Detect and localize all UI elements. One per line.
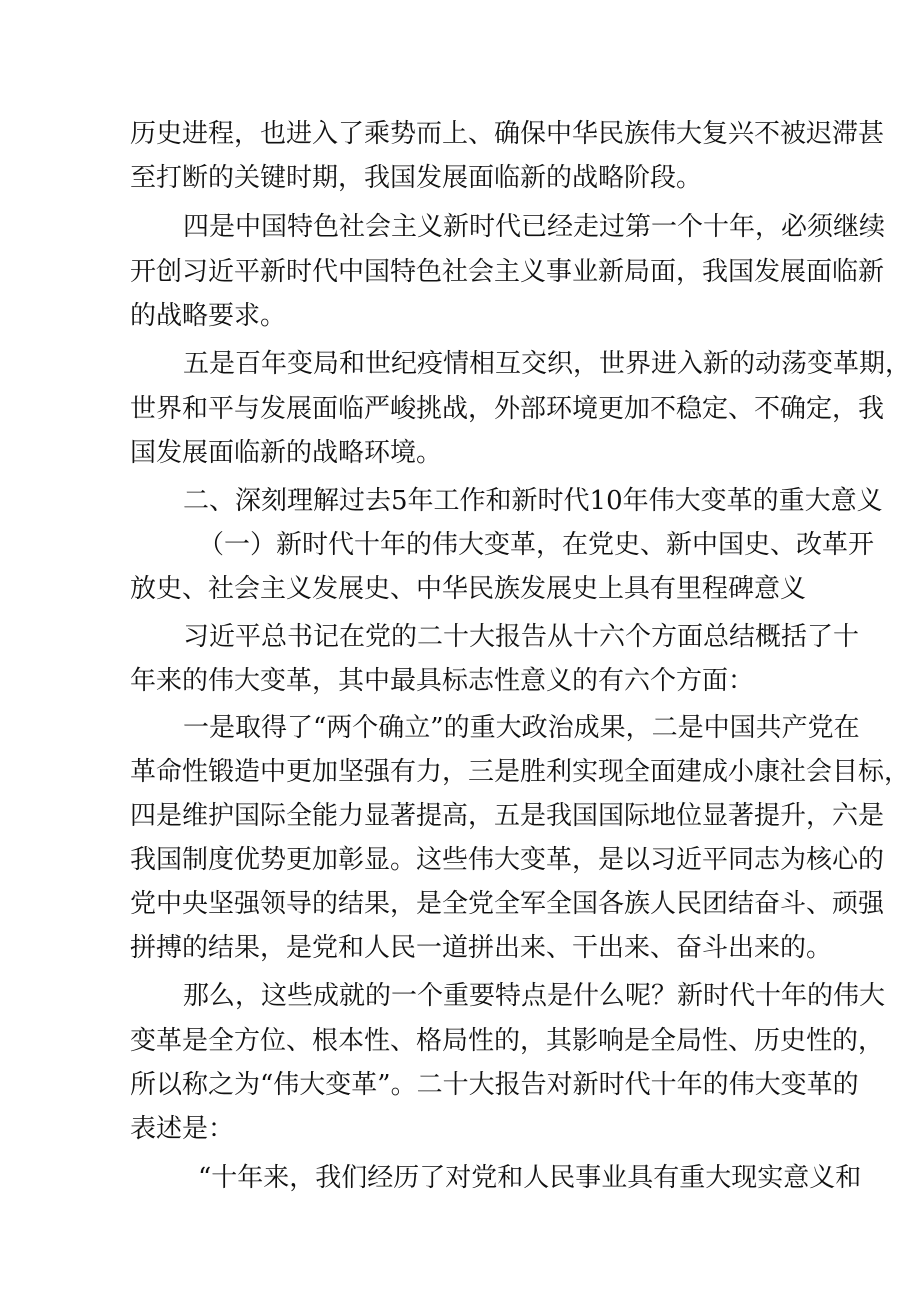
text-line: 国发展面临新的战略环境。 xyxy=(130,438,443,468)
paragraph-line: 一是取得了“两个确立”的重大政治成果，二是中国共产党在 xyxy=(183,713,860,743)
text-line: 拼搏的结果，是党和人民一道拼出来、干出来、奋斗出来的。 xyxy=(130,933,833,963)
text-line: 党中央坚强领导的结果，是全党全军全国各族人民团结奋斗、顽强 xyxy=(130,889,885,919)
text-line: 年来的伟大变革，其中最具标志性意义的有六个方面： xyxy=(130,666,755,696)
subsection-heading: （一）新时代十年的伟大变革，在党史、新中国史、改革开 xyxy=(198,530,875,560)
paragraph-line: 习近平总书记在党的二十大报告从十六个方面总结概括了十 xyxy=(183,622,860,652)
paragraph-five-line: 五是百年变局和世纪疫情相互交织，世界进入新的动荡变革期， xyxy=(183,349,912,379)
text-line: 世界和平与发展面临严峻挑战，外部环境更加不稳定、不确定，我 xyxy=(130,394,885,424)
text-line: 四是维护国际全能力显著提高，五是我国国际地位显著提升，六是 xyxy=(130,801,885,831)
text-line: 我国制度优势更加彰显。这些伟大变革，是以习近平同志为核心的 xyxy=(130,845,885,875)
text-line: 的战略要求。 xyxy=(130,301,287,331)
text-line: 表述是： xyxy=(130,1114,235,1144)
subsection-heading-line: 放史、社会主义发展史、中华民族发展史上具有里程碑意义 xyxy=(130,574,807,604)
paragraph-four-line: 四是中国特色社会主义新时代已经走过第一个十年，必须继续 xyxy=(183,212,886,242)
text-line: 开创习近平新时代中国特色社会主义事业新局面，我国发展面临新 xyxy=(130,257,885,287)
text-line: 至打断的关键时期，我国发展面临新的战略阶段。 xyxy=(130,163,703,193)
text-line: 历史进程，也进入了乘势而上、确保中华民族伟大复兴不被迟滞甚 xyxy=(130,119,885,149)
paragraph-line: 那么，这些成就的一个重要特点是什么呢？新时代十年的伟大 xyxy=(183,981,886,1011)
section-heading: 二、深刻理解过去5年工作和新时代10年伟大变革的重大意义 xyxy=(183,486,883,516)
text-line: 革命性锻造中更加坚强有力，三是胜利实现全面建成小康社会目标， xyxy=(130,757,911,787)
text-line: 所以称之为“伟大变革”。二十大报告对新时代十年的伟大变革的 xyxy=(130,1070,859,1100)
text-line: 变革是全方位、根本性、格局性的，其影响是全局性、历史性的， xyxy=(130,1026,885,1056)
quote-line: “十年来，我们经历了对党和人民事业具有重大现实意义和 xyxy=(198,1163,862,1193)
